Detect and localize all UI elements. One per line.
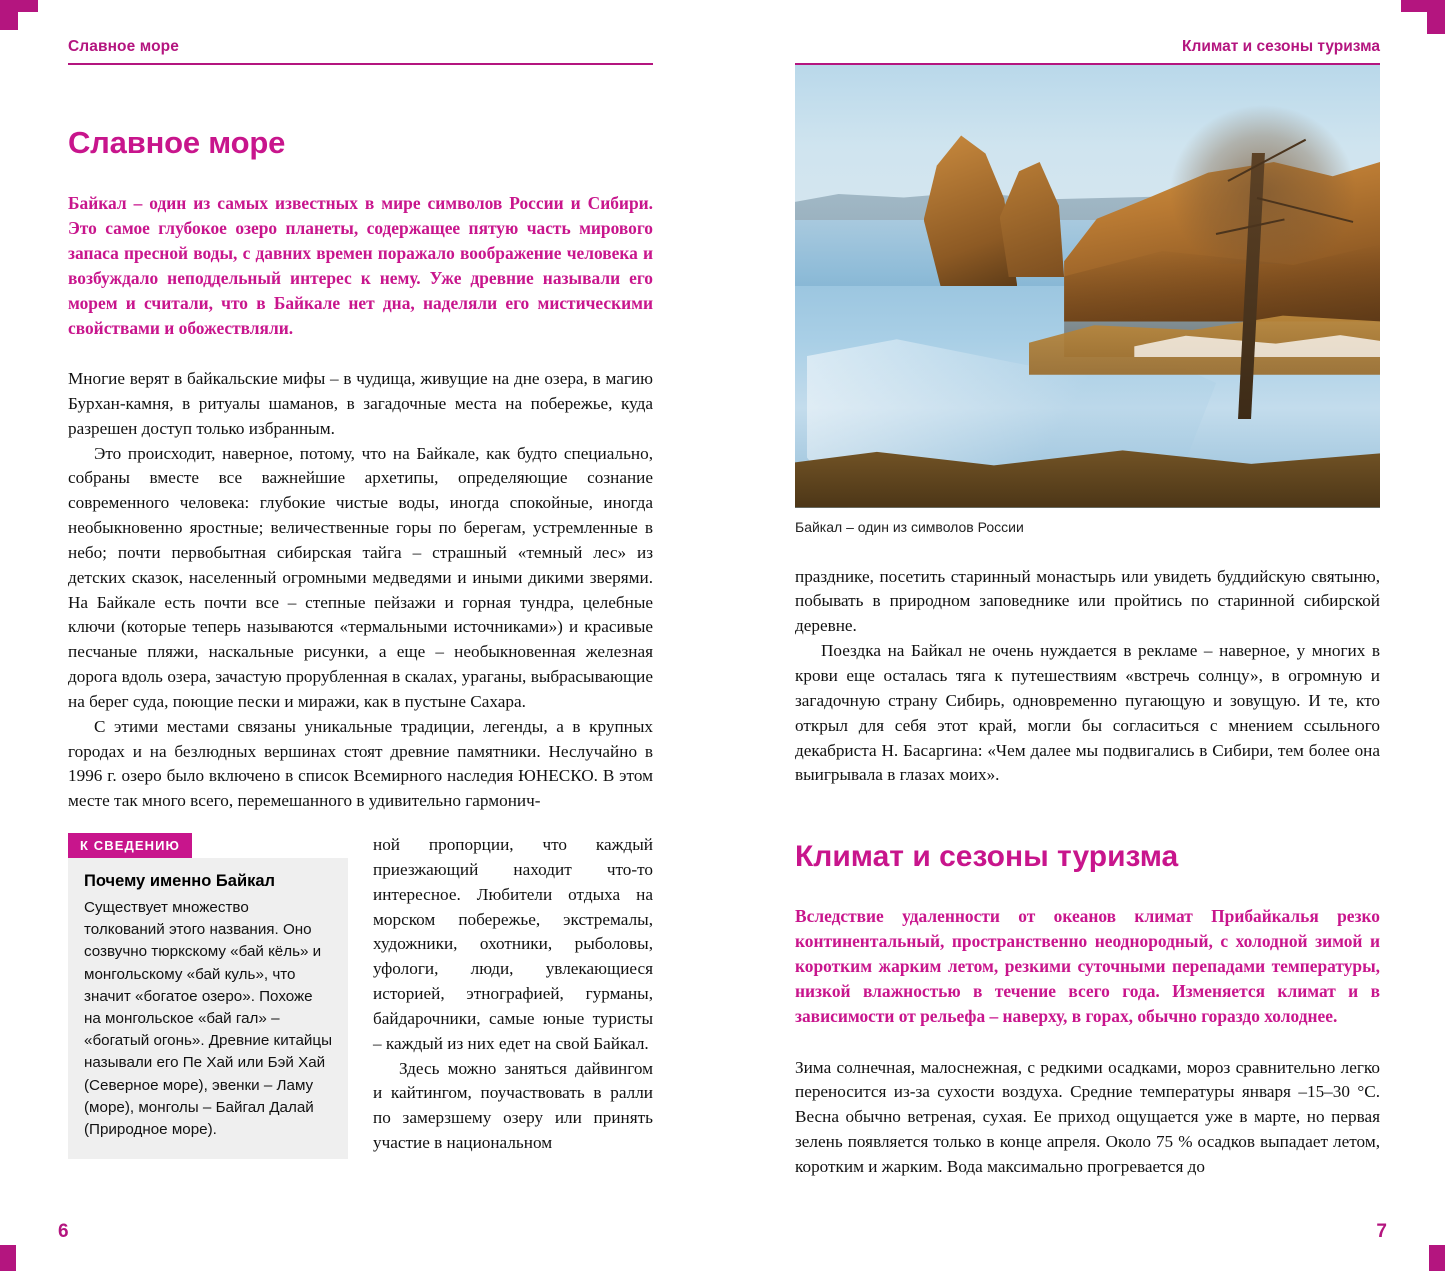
info-box-body [68,858,348,1159]
column2-paragraph-2: Здесь можно заняться дайвингом и кайтингом, поучаствовать в ралли по замерзшему озеру или принять участие в национальном [373,1058,653,1153]
info-box [68,833,348,1159]
left-page-column-2 [373,833,653,1156]
decorative-corner-bar-top-left-2 [0,0,38,12]
running-head-left: Славное море [68,38,179,55]
body-paragraph-2: Это происходит, наверное, потому, что на Байкале, как будто специально, собраны вместе все важнейшие архетипы, определяющие сознание современного человека: глубокие чистые воды, иногда спокойные, иногда необыкновенно яростные; величественные горы по берегам, устремленные в небо; почти первобытная сибирская тайга – страшный «темный лес» из детских сказок, населенный огромными медведями и иными дикими зверями. На Байкале есть почти все – степные пейзажи и горная тундра, целебные ключи (которые теперь называются «термальными источниками») и красивые песчаные пляжи, наскальные рисунки, а еще – необыкновенная железная дорога вдоль озера, зачастую прорубленная в скалах, ураганы, выбрасывающие на берег суда, поющие пески и миражи, как в пустыне Сахара. [68,443,653,711]
baikal-photo [795,65,1380,508]
decorative-corner-bar-bottom-left [0,1245,16,1271]
right-paragraph-1: празднике, посетить старинный монастырь или увидеть буддийскую святыню, побывать в природном заповеднике или пройтись по старинной сибирской деревне. [795,566,1380,636]
page-number-left: 6 [58,1221,69,1242]
info-box-text: Существует множество толкований этого названия. Оно созвучно тюркскому «бай кёль» и монгольскому «бай куль», что значит «богатое озеро». Похоже на монгольское «бай гал» – «богатый огонь». Древние китайцы называли его Пе Хай или Бэй Хай (Северное море), эвенки – Ламу (море), монголы – Байгал Далай (Природное море). [84,899,333,1138]
climate-body-paragraph: Зима солнечная, малоснежная, с редкими осадками, мороз сравнительно легко переносится из-за сухости воздуха. Средние температуры января –15–30 °С. Весна обычно ветреная, сухая. Ее приход ощущается уже в марте, но первая зелень появляется только в конце апреля. Около 75 % осадков выпадает летом, коротким и жарким. Вода максимально прогревается до [795,1057,1380,1176]
decorative-corner-bar-top-right-2 [1401,0,1445,12]
running-head-right: Климат и сезоны туризма [1182,38,1380,55]
left-page [68,38,653,1153]
page-number-right: 7 [1376,1221,1387,1242]
right-paragraph-2: Поездка на Байкал не очень нуждается в рекламе – наверное, у многих в крови еще осталась тяга к путешествиям «встречь солнцу», в огромную и загадочную страну Сибирь, одновременно пугающую и зовущую. И те, кто открыл для себя этот край, могли бы согласиться с мнением ссыльного декабриста Н. Басаргина: «Чем далее мы подвигались в Сибири, тем более она выигрывала в глазах моих». [795,641,1380,785]
body-paragraph-3: С этими местами связаны уникальные традиции, легенды, а в крупных городах и на безлюдных вершинах стоят древние памятники. Неслучайно в 1996 г. озеро было включено в список Всемирного наследия ЮНЕСКО. В этом месте так много всего, перемешанного в удивительно гармонич- [68,716,653,811]
section-title-climate: Климат и сезоны туризма [795,840,1179,874]
header-rule-left [68,63,653,65]
climate-lead-paragraph: Вследствие удаленности от океанов климат Прибайкалья резко континентальный, пространственно неоднородный, с холодной зимой и коротким жарким летом, резкими суточными перепадами температуры, низкой влажностью в течение всего года. Изменяется климат и в зависимости от рельефа – наверху, в горах, обычно гораздо холоднее. [795,906,1380,1027]
info-box-tag: К СВЕДЕНИЮ [68,833,192,858]
info-box-heading: Почему именно Байкал [84,872,276,890]
lead-paragraph: Байкал – один из самых известных в мире символов России и Сибири. Это самое глубокое озеро планеты, содержащее пятую часть мирового запаса пресной воды, с давних времен поражало воображение человека и возбуждало неподдельный интерес к нему. Уже древние называли его морем и считали, что в Байкале нет дна, наделяли его мистическими свойствами и обожествляли. [68,192,653,338]
decorative-corner-bar-bottom-right [1429,1245,1445,1271]
page-title: Славное море [68,124,286,160]
column2-paragraph-1: ной пропорции, что каждый приезжающий находит что-то интересное. Любители отдыха на морском побережье, экстремалы, художники, охотники, рыболовы, уфологи, люди, увлекающиеся историей, этнографией, гурманы, байдарочники, самые юные туристы – каждый из них едет на свой Байкал. [373,835,653,1053]
photo-caption: Байкал – один из символов России [795,518,1024,535]
right-page [795,38,1380,1180]
body-paragraph-1: Многие верят в байкальские мифы – в чудища, живущие на дне озера, в магию Бурхан-камня, в ритуалы шаманов, в загадочные места на побережье, куда разрешен доступ только избранным. [68,368,653,438]
